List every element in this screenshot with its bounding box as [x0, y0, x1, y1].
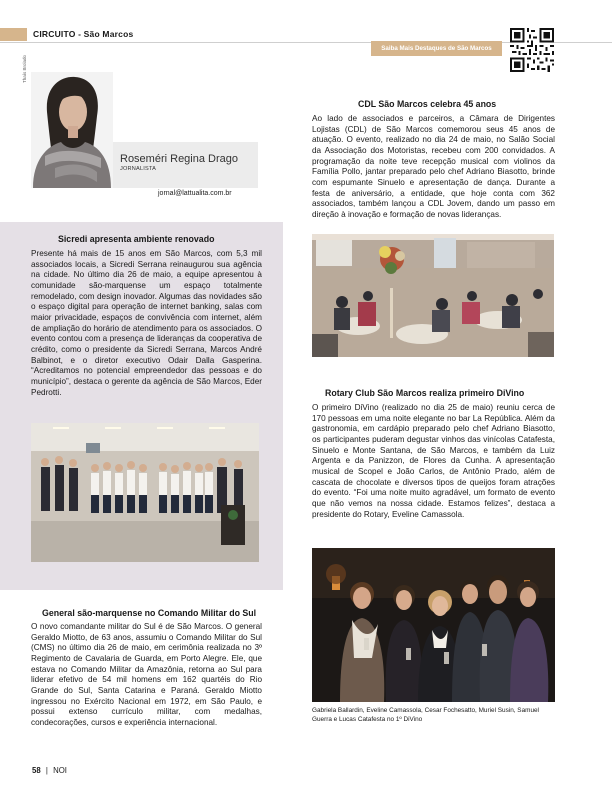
rotary-photo [312, 548, 555, 702]
author-name: Roseméri Regina Drago [120, 153, 238, 165]
sicredi-title: Sicredi apresenta ambiente renovado [58, 234, 215, 244]
general-body: O novo comandante militar do Sul é de São Marcos. O general Geraldo Miotto, de 63 anos, assumiu o Comando Militar do Sul (CMS) no último dia 26 de maio, em cerimônia realizada no 3º Regimento de Cavalaria de Guarda, em Porto Alegre. Ele, que estava no Comando Militar da Amazônia, retorna ao Sul para liderar efetivo de 54 mil homens em 162 quartéis do Rio Grande do Sul, Santa Catarina e Paraná. Geraldo Miotto ingressou no Exército Nacional em 1972, em São Paulo, e possui extenso currículo militar, com medalhas, condecorações, cursos e experiência internacional. [31, 622, 262, 727]
author-role: JORNALISTA [120, 166, 157, 172]
cdl-body: Ao lado de associados e parceiros, a Câmara de Dirigentes Lojistas (CDL) de São Marcos comemorou seus 45 anos de atuação. O evento, realizado no dia 24 de maio, no Salão Social da Associação dos Motoristas, recebeu com 200 convidados. A programação da noite teve recepção musical com violinos da Família Pollo, jantar preparado pelo chef Adriano Biasotto, brinde com espumante Sinuelo e apresentação de dança. Durante a festa de aniversário, a entidade, que hoje conta com 362 associados, também lançou a CDL Jovem, dando um passo em direção à inovação e formação de novas lideranças. [312, 114, 555, 219]
author-email-link[interactable]: jornal@lattualita.com.br [158, 190, 232, 197]
sicredi-photo [31, 423, 259, 562]
rotary-caption: Gabriela Ballardin, Eveline Camassola, Cesar Fochesatto, Muriel Susin, Samuel Guerra e Lucas Catafesta no 1º DiVino [312, 707, 539, 723]
rotary-title: Rotary Club São Marcos realiza primeiro DiVino [325, 388, 525, 398]
page-number: 58 [32, 766, 41, 775]
cdl-photo [312, 234, 554, 357]
author-card [113, 142, 258, 188]
section-title: CIRCUITO - São Marcos [33, 29, 134, 39]
highlights-banner[interactable]: Saiba Mais Destaques de São Marcos [371, 41, 502, 56]
sicredi-body: Presente há mais de 15 anos em São Marcos, com 5,3 mil associados locais, a Sicredi Serrana reinaugurou sua agência na cidade. No último dia 26 de maio, a equipe apresentou à comunidade são-marquense um espaço totalmente remodelado, com design inovador. Algumas das novidades são o espaço digital para operação de internet banking, salas com maior privacidade, espaços de convivência com internet, além de ampliação do horário de atendimento para os associados. O evento contou com a presença de lideranças da cooperativa de crédito, como o presidente da Sicredi Serrana, Marcos André Balbinot, e o diretor executivo Odair Dalla Gasperina. “Acreditamos no potencial empreendedor das pessoas e do município”, destaca o gerente da agência de São Marcos, Eder Pedrotti. [31, 249, 262, 397]
author-photo [31, 72, 113, 188]
section-tab [0, 28, 27, 41]
general-title: General são-marquense no Comando Militar do Sul [42, 608, 257, 618]
rotary-body: O primeiro DiVino (realizado no dia 25 de maio) reuniu cerca de 170 pessoas em uma noite elegante no bar La República. Além da gastronomia, em cardápio preparado pelo chef Adriano Biasotto, os participantes puderam degustar vinhos das vinícolas Catafesta, Sinuelo e Monte Santana, de São Marcos, e também da Luiz Argenta e da Panizzon, de Flores da Cunha. A apresentação musical de Scopel e João Carlos, de Antônio Prado, além de cascata de chocolate e diversos tipos de queijos foram atrações do evento. “Foi uma noite muito agradável, um formato de evento que não vemos na nossa cidade. Estamos felizes”, destaca a presidente do Rotary, Eveline Camassola. [312, 403, 555, 519]
cdl-title: CDL São Marcos celebra 45 anos [358, 99, 497, 109]
magazine-name: NOI [53, 766, 67, 775]
page-folio [32, 766, 67, 775]
photo-credit: Thaís Brolado [22, 54, 27, 83]
folio-separator: | [45, 766, 48, 775]
qr-code-icon[interactable] [510, 28, 554, 72]
